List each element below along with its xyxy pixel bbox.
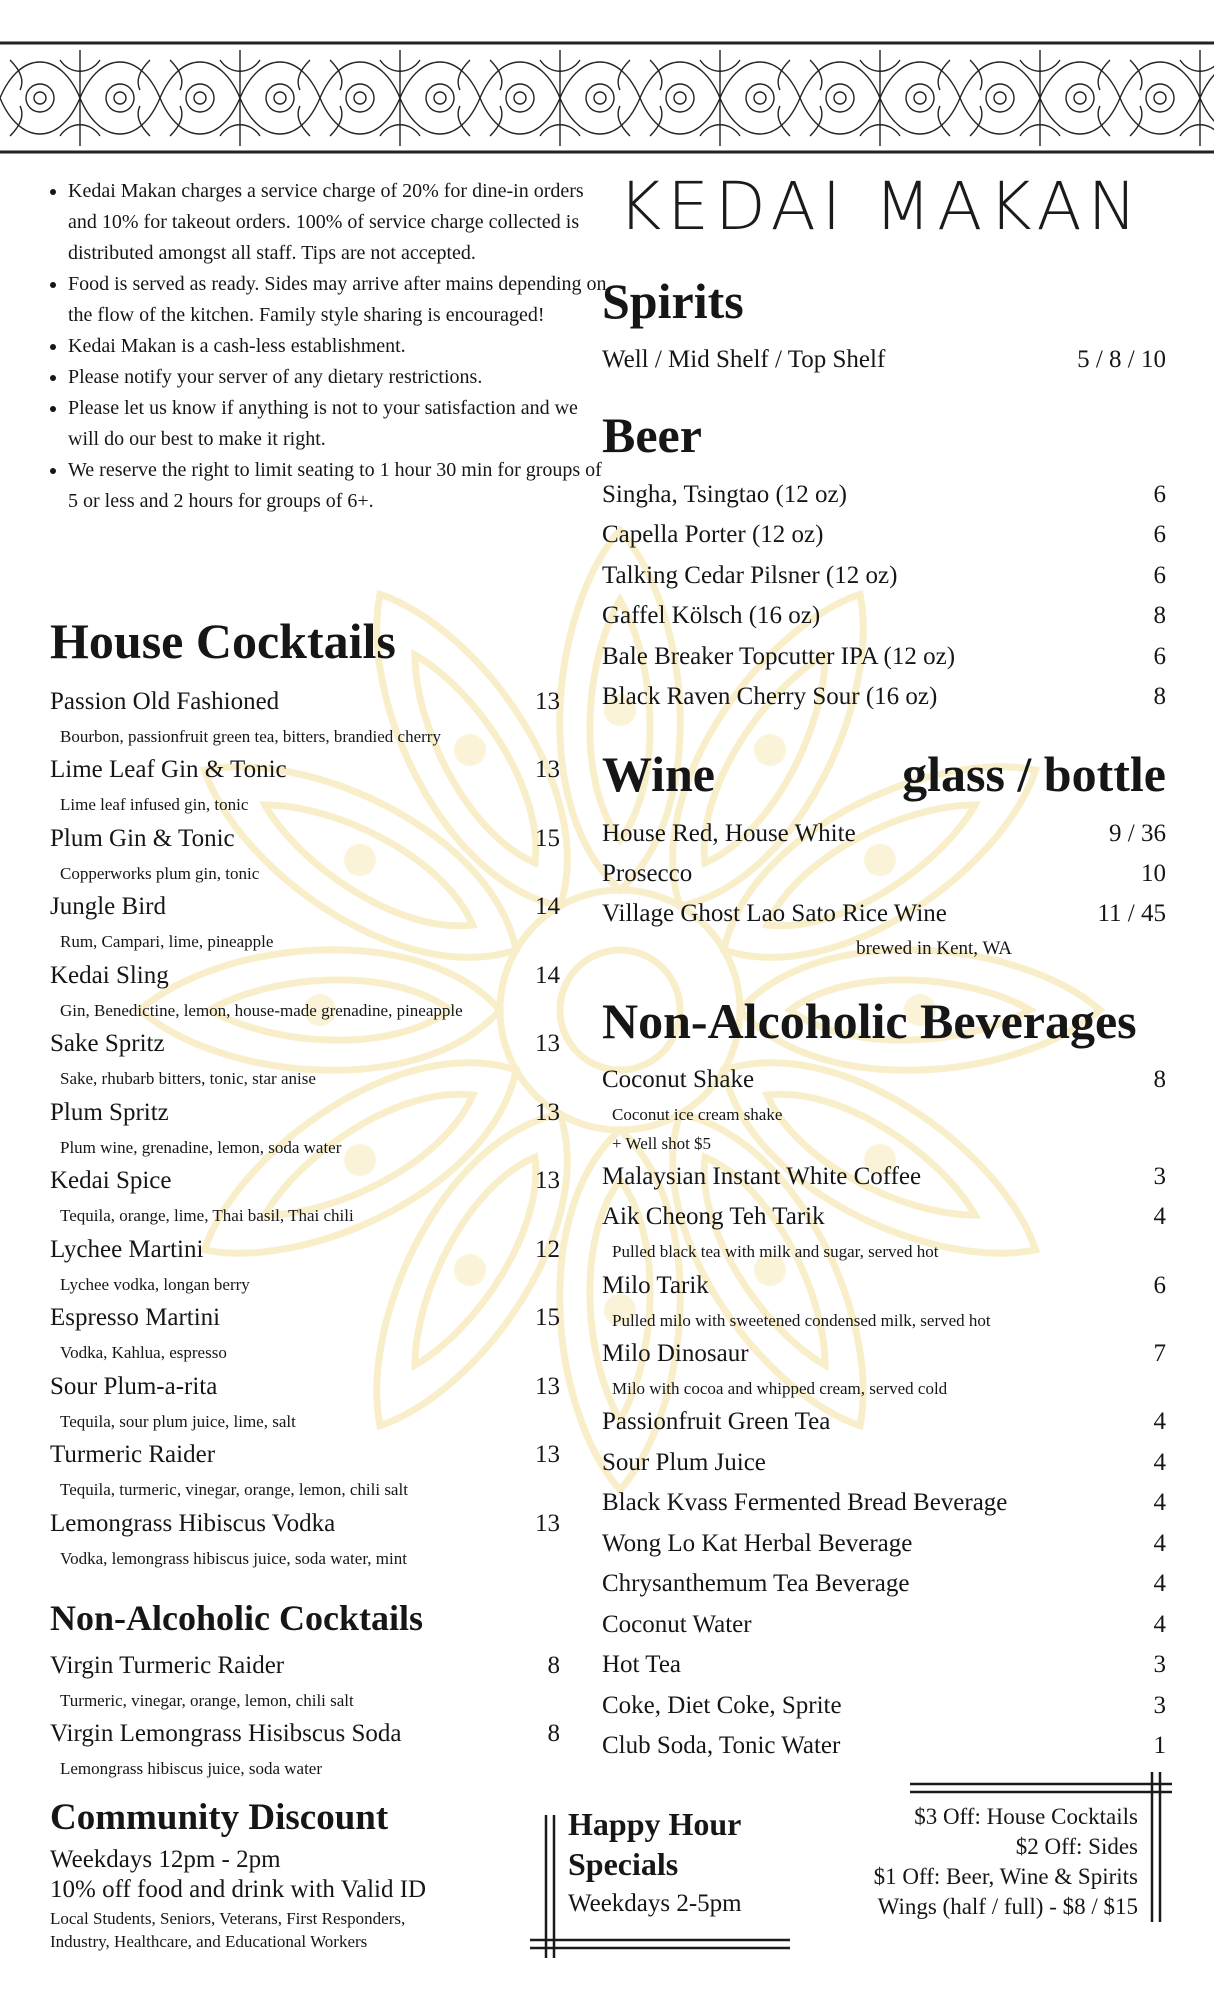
item-name: Malaysian Instant White Coffee (602, 1163, 922, 1190)
item-price: 13 (535, 1510, 560, 1537)
item-price: 3 (1153, 1692, 1166, 1719)
item-name: Virgin Lemongrass Hisibscus Soda (50, 1720, 402, 1747)
policy-note: • Kedai Makan is a cash-less establishment. (68, 331, 608, 362)
happy-hour-time: Weekdays 2-5pm (568, 1890, 742, 1917)
item-name: Village Ghost Lao Sato Rice Wine (602, 900, 947, 927)
policy-notes (38, 176, 608, 517)
item-name: Milo Tarik (602, 1272, 709, 1299)
item-description: + Well shot $5 (612, 1134, 712, 1153)
item-price: 6 (1153, 643, 1166, 670)
happy-hour-title: Specials (568, 1846, 679, 1882)
item-price: 3 (1153, 1163, 1166, 1190)
policy-note: • Kedai Makan charges a service charge of 20% for dine-in orders and 10% for takeout orders. 100% of service charge collected is distributed amongst all staff. Tips are not accepted. (68, 176, 608, 269)
item-name: Milo Dinosaur (602, 1340, 749, 1367)
item-price: 13 (535, 1099, 560, 1126)
item-price: 13 (535, 1373, 560, 1400)
community-eligibility: Local Students, Seniors, Veterans, First Responders, (50, 1909, 406, 1928)
item-name: Plum Spritz (50, 1099, 169, 1126)
item-name: Lemongrass Hibiscus Vodka (50, 1510, 336, 1537)
item-name: Sour Plum Juice (602, 1449, 766, 1476)
item-price: 15 (535, 1304, 560, 1331)
item-price: 4 (1153, 1449, 1166, 1476)
item-name: Prosecco (602, 860, 693, 887)
item-name: Lychee Martini (50, 1236, 204, 1263)
item-name: Singha, Tsingtao (12 oz) (602, 481, 847, 508)
item-name: Coke, Diet Coke, Sprite (602, 1692, 842, 1719)
item-name: Well / Mid Shelf / Top Shelf (602, 346, 886, 373)
ornamental-border (0, 40, 1214, 156)
community-eligibility: Industry, Healthcare, and Educational Workers (50, 1932, 368, 1951)
happy-hour-offer: $3 Off: House Cocktails (914, 1804, 1138, 1829)
item-description: Tequila, sour plum juice, lime, salt (60, 1412, 296, 1431)
item-description: Tequila, turmeric, vinegar, orange, lemon, chili salt (60, 1480, 408, 1499)
item-price: 4 (1153, 1203, 1166, 1230)
item-price: 4 (1153, 1489, 1166, 1516)
na-beverages-heading: Non-Alcoholic Beverages (602, 993, 1137, 1049)
happy-hour-offers (874, 1802, 1138, 1922)
item-price: 13 (535, 688, 560, 715)
item-description: Plum wine, grenadine, lemon, soda water (60, 1138, 342, 1157)
item-price: 8 (547, 1652, 560, 1679)
item-name: Espresso Martini (50, 1304, 221, 1331)
community-offer: 10% off food and drink with Valid ID (50, 1876, 427, 1903)
item-name: Sake Spritz (50, 1030, 165, 1057)
item-name: Aik Cheong Teh Tarik (602, 1203, 825, 1230)
item-price: 8 (547, 1720, 560, 1747)
item-price: 3 (1153, 1651, 1166, 1678)
item-name: Hot Tea (602, 1651, 682, 1678)
item-name: Wong Lo Kat Herbal Beverage (602, 1530, 913, 1557)
item-price: 15 (535, 825, 560, 852)
brand-title: KEDAI MAKAN (618, 168, 1143, 245)
item-name: Plum Gin & Tonic (50, 825, 235, 852)
item-description: Sake, rhubarb bitters, tonic, star anise (60, 1069, 316, 1088)
item-price: 4 (1153, 1530, 1166, 1557)
wine-title: Wine (602, 746, 715, 802)
item-price: 13 (535, 756, 560, 783)
item-description: Pulled milo with sweetened condensed milk, served hot (612, 1311, 991, 1330)
item-name: Black Kvass Fermented Bread Beverage (602, 1489, 1008, 1516)
item-price: 14 (535, 962, 560, 989)
item-name: House Red, House White (602, 820, 856, 847)
item-price: 6 (1153, 1272, 1166, 1299)
wine-note: brewed in Kent, WA (856, 938, 1012, 959)
item-price: 8 (1153, 602, 1166, 629)
wine-subtitle: glass / bottle (902, 746, 1166, 802)
happy-hour-offer: Wings (half / full) - $8 / $15 (877, 1894, 1138, 1919)
item-description: Coconut ice cream shake (612, 1105, 783, 1124)
item-name: Talking Cedar Pilsner (12 oz) (602, 562, 898, 589)
item-description: Turmeric, vinegar, orange, lemon, chili salt (60, 1691, 354, 1710)
item-name: Gaffel Kölsch (16 oz) (602, 602, 821, 629)
item-description: Rum, Campari, lime, pineapple (60, 932, 274, 951)
item-price: 12 (535, 1236, 560, 1263)
item-price: 8 (1153, 1066, 1166, 1093)
item-name: Lime Leaf Gin & Tonic (50, 756, 287, 783)
item-price: 9 / 36 (1109, 820, 1166, 847)
item-name: Black Raven Cherry Sour (16 oz) (602, 683, 938, 710)
item-price: 14 (535, 893, 560, 920)
item-description: Milo with cocoa and whipped cream, served cold (612, 1379, 948, 1398)
item-name: Passionfruit Green Tea (602, 1408, 831, 1435)
item-description: Pulled black tea with milk and sugar, served hot (612, 1242, 939, 1261)
item-description: Copperworks plum gin, tonic (60, 864, 260, 883)
item-name: Coconut Shake (602, 1066, 755, 1093)
item-price: 4 (1153, 1570, 1166, 1597)
beer-heading: Beer (602, 407, 702, 463)
item-name: Jungle Bird (50, 893, 166, 920)
item-price: 6 (1153, 562, 1166, 589)
item-price: 13 (535, 1030, 560, 1057)
item-description: Vodka, Kahlua, espresso (60, 1343, 227, 1362)
policy-note: • We reserve the right to limit seating to 1 hour 30 min for groups of 5 or less and 2 hours for groups of 6+. (68, 455, 608, 517)
item-description: Gin, Benedictine, lemon, house-made grenadine, pineapple (60, 1001, 463, 1020)
policy-note: • Please let us know if anything is not to your satisfaction and we will do our best to make it right. (68, 393, 608, 455)
item-price: 11 / 45 (1097, 900, 1166, 927)
item-name: Sour Plum-a-rita (50, 1373, 218, 1400)
item-price: 8 (1153, 683, 1166, 710)
item-price: 1 (1153, 1732, 1166, 1759)
item-price: 4 (1153, 1408, 1166, 1435)
happy-hour-offer: $1 Off: Beer, Wine & Spirits (873, 1864, 1138, 1889)
item-name: Bale Breaker Topcutter IPA (12 oz) (602, 643, 956, 670)
item-price: 6 (1153, 481, 1166, 508)
item-description: Vodka, lemongrass hibiscus juice, soda water, mint (60, 1549, 407, 1568)
item-name: Capella Porter (12 oz) (602, 521, 824, 548)
policy-note: • Food is served as ready. Sides may arrive after mains depending on the flow of the kitchen. Family style sharing is encouraged! (68, 269, 608, 331)
item-price: 7 (1153, 1340, 1166, 1367)
wine-heading (602, 745, 1166, 803)
item-name: Coconut Water (602, 1611, 752, 1638)
item-description: Lime leaf infused gin, tonic (60, 795, 249, 814)
item-name: Kedai Sling (50, 962, 169, 989)
happy-hour-box (568, 1804, 742, 1924)
item-price: 10 (1141, 860, 1166, 887)
community-discount-heading: Community Discount (50, 1797, 389, 1838)
item-description: Bourbon, passionfruit green tea, bitters, brandied cherry (60, 727, 441, 746)
item-price: 13 (535, 1167, 560, 1194)
community-hours: Weekdays 12pm - 2pm (50, 1846, 281, 1873)
house-cocktails-heading: House Cocktails (50, 613, 396, 669)
na-cocktails-heading: Non-Alcoholic Cocktails (50, 1598, 423, 1638)
item-name: Virgin Turmeric Raider (50, 1652, 285, 1679)
happy-hour-title: Happy Hour (568, 1806, 742, 1842)
item-description: Lemongrass hibiscus juice, soda water (60, 1759, 323, 1778)
item-price: 6 (1153, 521, 1166, 548)
item-price: 13 (535, 1441, 560, 1468)
item-description: Tequila, orange, lime, Thai basil, Thai chili (60, 1206, 354, 1225)
item-price: 5 / 8 / 10 (1077, 346, 1166, 373)
item-name: Club Soda, Tonic Water (602, 1732, 841, 1759)
spirits-heading: Spirits (602, 273, 744, 329)
item-name: Kedai Spice (50, 1167, 172, 1194)
item-name: Passion Old Fashioned (50, 688, 280, 715)
policy-note: • Please notify your server of any dietary restrictions. (68, 362, 608, 393)
item-name: Chrysanthemum Tea Beverage (602, 1570, 910, 1597)
item-price: 4 (1153, 1611, 1166, 1638)
item-description: Lychee vodka, longan berry (60, 1275, 250, 1294)
item-name: Turmeric Raider (50, 1441, 216, 1468)
happy-hour-offer: $2 Off: Sides (1015, 1834, 1138, 1859)
